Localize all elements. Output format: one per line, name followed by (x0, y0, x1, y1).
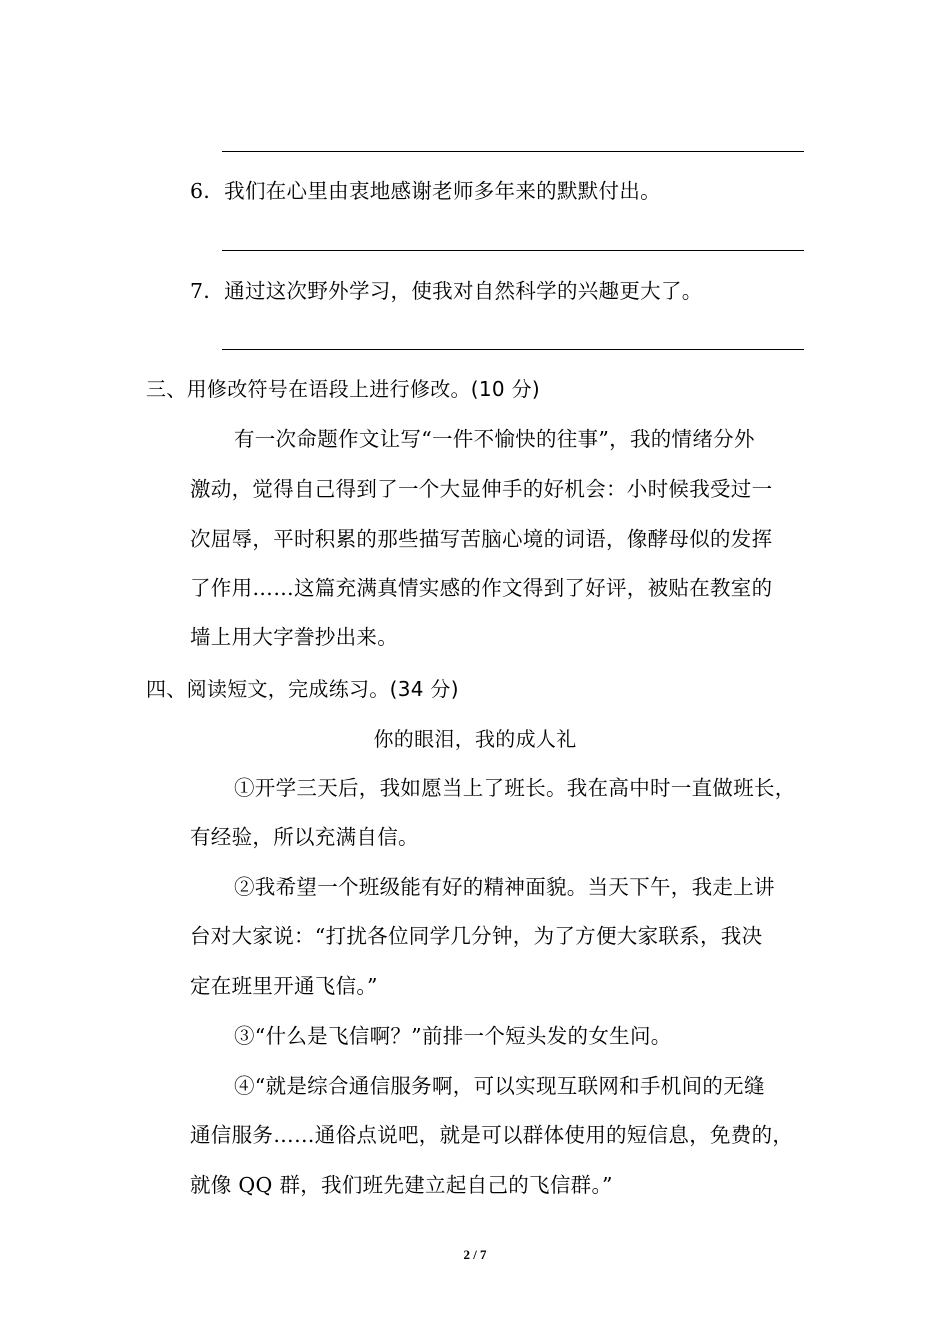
item-text: 我们在心里由衷地感谢老师多年来的默默付出。 (224, 179, 661, 203)
passage-line: 台对大家说：“打扰各位同学几分钟，为了方便大家联系，我决 (190, 924, 763, 948)
section-three-line: 墙上用大字誊抄出来。 (190, 625, 398, 649)
passage-line: 有经验，所以充满自信。 (190, 825, 419, 849)
answer-line (222, 250, 804, 251)
passage-line: ④“就是综合通信服务啊，可以实现互联网和手机间的无缝 (234, 1074, 765, 1098)
section-three-line: 次屈辱，平时积累的那些描写苦脑心境的词语，像酵母似的发挥 (190, 527, 773, 551)
section-three-line: 有一次命题作文让写“一件不愉快的往事”，我的情绪分外 (234, 427, 755, 451)
passage-line: 通信服务……通俗点说吧，就是可以群体使用的短信息，免费的， (190, 1123, 794, 1147)
item-number: 6． (190, 179, 225, 203)
passage-line: 定在班里开通飞信。” (190, 974, 378, 998)
section-three-line: 了作用……这篇充满真情实感的作文得到了好评，被贴在教室的 (190, 576, 773, 600)
passage-line: ②我希望一个班级能有好的精神面貌。当天下午，我走上讲 (234, 875, 775, 899)
rewrite-item-6 (190, 177, 661, 205)
passage-line: ③“什么是飞信啊？”前排一个短头发的女生问。 (234, 1024, 672, 1048)
passage-title: 你的眼泪，我的成人礼 (373, 727, 577, 751)
section-three-line: 激动，觉得自己得到了一个大显伸手的好机会：小时候我受过一 (190, 477, 773, 501)
answer-line (222, 349, 804, 350)
page-number: 2 / 7 (463, 1247, 487, 1262)
passage-line: ①开学三天后，我如愿当上了班长。我在高中时一直做班长， (234, 776, 796, 800)
item-number: 7． (190, 279, 225, 303)
section-three-heading: 三、用修改符号在语段上进行修改。(10 分) (146, 377, 541, 401)
item-text: 通过这次野外学习，使我对自然科学的兴趣更大了。 (224, 279, 703, 303)
rewrite-item-7 (190, 277, 703, 305)
section-four-heading: 四、阅读短文，完成练习。(34 分) (146, 677, 459, 701)
answer-line (222, 151, 804, 152)
passage-line: 就像 QQ 群，我们班先建立起自己的飞信群。” (190, 1173, 613, 1197)
